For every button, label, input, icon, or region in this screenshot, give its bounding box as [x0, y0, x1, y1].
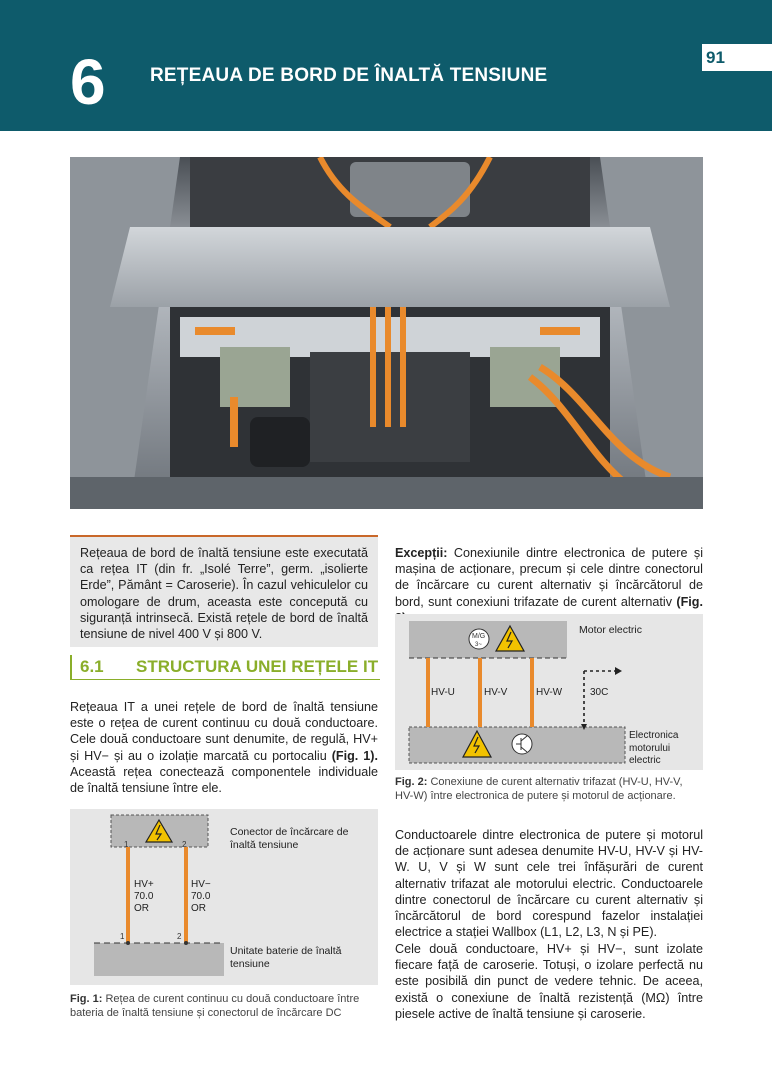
battery-unit-box [94, 943, 224, 976]
chapter-title: REȚEAUA DE BORD DE ÎNALTĂ TENSIUNE [150, 65, 548, 86]
fig2-reference: (Fig. [676, 594, 703, 609]
hv-minus-color: OR [191, 903, 206, 914]
hv-plus-label [134, 879, 154, 915]
left-paragraph-text-2: Această rețea conectează componentele individuale de înaltă tensiune între ele. [70, 764, 378, 796]
figure-2 [395, 614, 703, 770]
left-paragraph-text-1: Rețeaua IT a unei rețele de bord de înaltă tensiune este o rețea de curent continuu cu două conductoare. Cele două conductoare sunt denumite, de regulă, HV+ și HV− și au o izolație marcată cu portocaliu [70, 700, 378, 763]
chapter-number: 6 [70, 46, 106, 118]
hv-plus-name: HV+ [134, 879, 154, 890]
hv-w-wire [530, 658, 534, 727]
fig1-pin2-bottom: 2 [177, 932, 182, 941]
transistor-icon [512, 734, 532, 754]
hv-minus-section: 70.0 [191, 891, 211, 902]
hv-v-wire [478, 658, 482, 727]
fig1-pin1-top: 1 [124, 840, 129, 849]
chapter-header [0, 0, 772, 131]
motor-symbol-sub: 3~ [475, 642, 482, 648]
battery-underbody-photo [70, 157, 703, 509]
right-paragraph-2: Cele două conductoare, HV+ și HV−, sunt izolate fiecare față de caroserie. Totuși, o izolare perfectă nu este posibilă din punct de vedere tehnic. De aceea, există o conexiune de înaltă rezistență (MΩ) între piesele active de înaltă tensiune și caroserie. [395, 942, 703, 1021]
page-number: 91 [702, 44, 772, 71]
hv-u-wire [426, 658, 430, 727]
section-number: 6.1 [80, 657, 104, 676]
signal-30c-label: 30C [590, 687, 609, 698]
left-paragraph [70, 699, 378, 796]
fig1-pin2-top: 2 [182, 840, 187, 849]
fig2-caption-text: Conexiune de curent alternativ trifazat (HV-U, HV-V, HV-W) între electronica de putere și motorul de acționare. [395, 776, 683, 802]
exceptions-lead: Excepții: [395, 546, 448, 560]
battery-photo-illustration [70, 157, 703, 509]
fig1-caption-text: Rețea de curent continuu cu două conductoare între bateria de înaltă tensiune și conectorul de încărcare DC [70, 993, 360, 1019]
fig1-label-top: Conector de încărcare de înaltă tensiune [230, 826, 349, 851]
hv-w-label: HV-W [536, 687, 563, 698]
intro-box [70, 535, 378, 647]
fig1-caption [70, 992, 378, 1020]
figure-1 [70, 809, 378, 985]
motor-symbol-text: M/G [472, 633, 486, 640]
hv-u-label: HV-U [431, 687, 455, 698]
fig2-label-motor: Motor electric [579, 624, 643, 636]
signal-arrow-icon [615, 667, 622, 675]
section-heading [70, 655, 380, 680]
section-title: STRUCTURA UNEI REȚELE IT [136, 657, 379, 676]
right-paragraph-1: Conductoarele dintre electronica de putere și motorul de acționare sunt adesea denumite HV-U, HV-V și HV-W. U, V și W sunt cele trei înfășurări de curent alternativ trifazat ale motorului electric. Conductoarele dintre conectorul de încărcare cu curent alternativ și încărcătorul de bord corespund fazelor instalației electrice a stației Wallbox (L1, L2, L3, N și PE). [395, 828, 703, 940]
fig2-label-electronics: Electronica motorului electric [629, 730, 679, 766]
hv-minus-name: HV− [191, 879, 211, 890]
hv-plus-color: OR [134, 903, 149, 914]
fig1-reference: (Fig. 1). [331, 748, 378, 763]
hv-v-label: HV-V [484, 687, 508, 698]
fig1-label-bottom: Unitate baterie de înaltă tensiune [230, 945, 342, 970]
exceptions-text: Conexiunile dintre electronica de putere și mașina de acționare, precum și cele dintre conectorul de încărcare cu curent alternativ și încărcătorul de bord, sunt conexiuni trifazate de curent alternativ [395, 546, 703, 609]
hv-plus-wire [126, 847, 130, 943]
fig2-caption-label: Fig. 2: [395, 776, 428, 788]
fig2-caption [395, 775, 703, 803]
fig1-caption-label: Fig. 1: [70, 993, 103, 1005]
intro-text: Rețeaua de bord de înaltă tensiune este executată ca rețea IT (din fr. „Isolé Terre”, germ. „isolierte Erde”, Pământ = Caroserie). În cazul vehiculelor cu omologare de drum, aceasta este concepută cu siguranță intrinsecă. Există rețele de bord de înaltă tensiune de nivel 400 V și 800 V. [80, 546, 368, 642]
fig1-pin1-bottom: 1 [120, 932, 125, 941]
hv-minus-wire [184, 847, 188, 943]
hv-minus-label [191, 879, 211, 915]
hv-plus-section: 70.0 [134, 891, 154, 902]
